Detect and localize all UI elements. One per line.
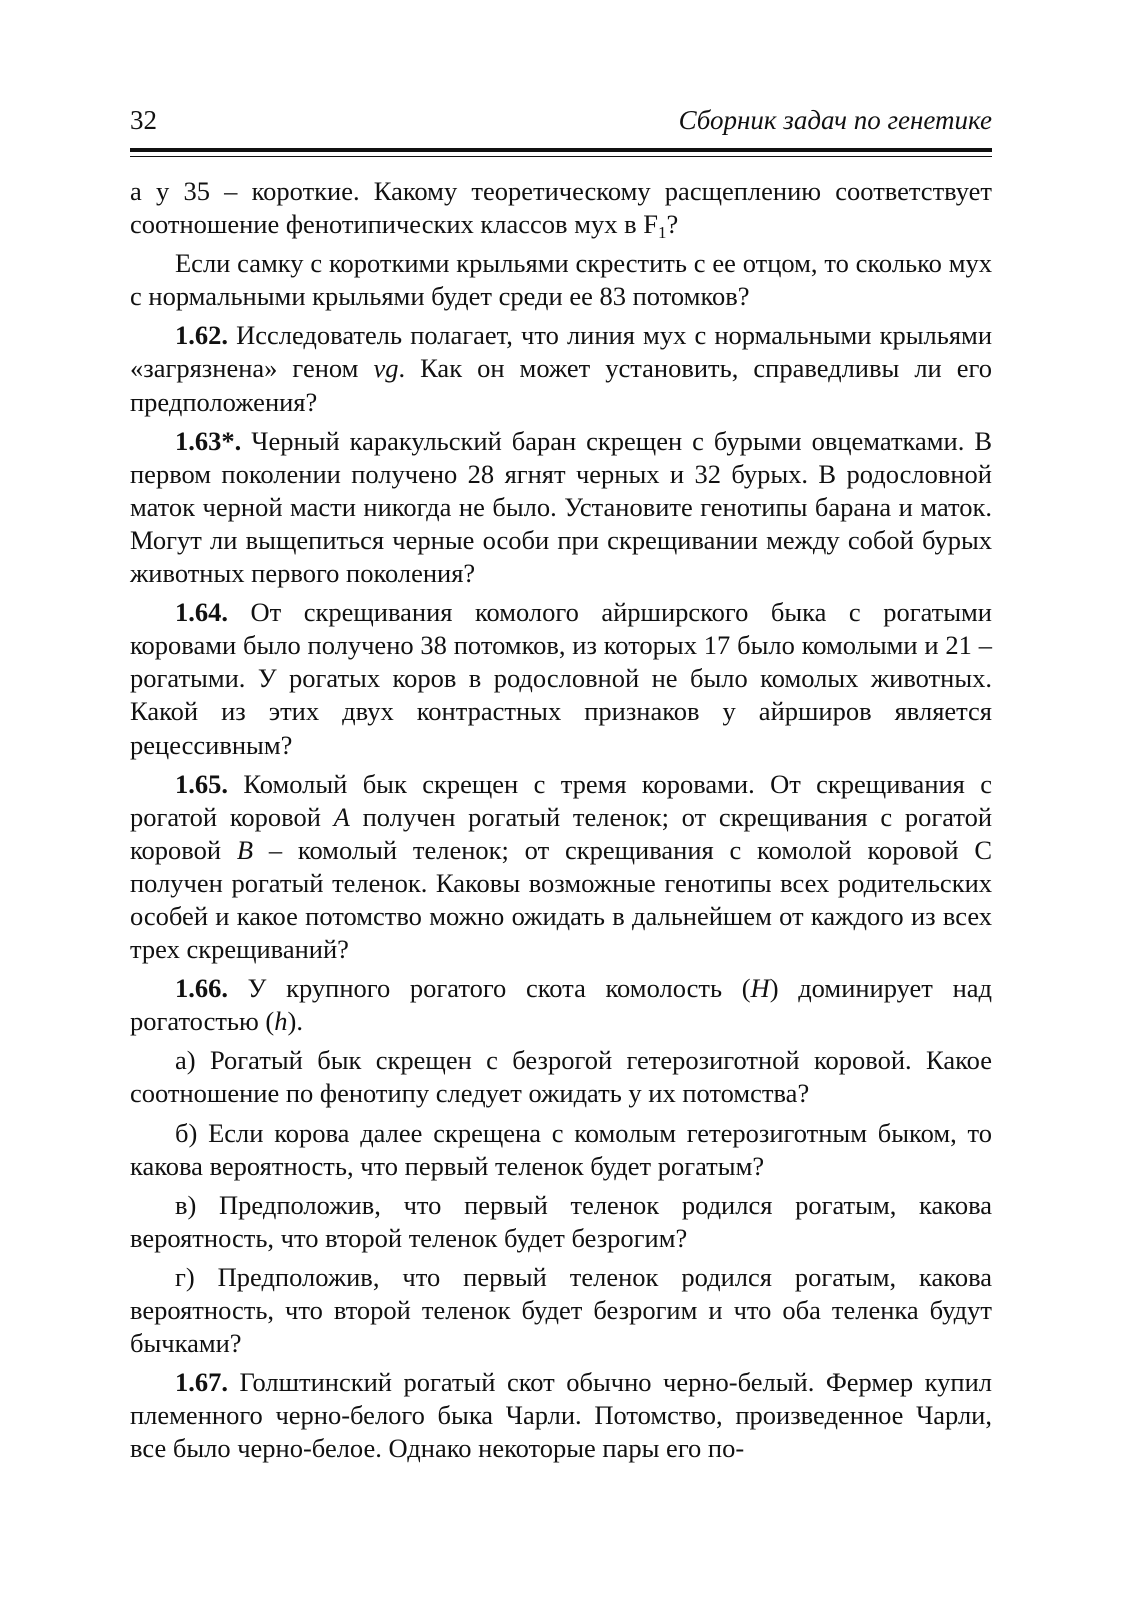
subquestion-text: б) Если корова далее скрещена с комолым гетерозиготным быком, то какова вероятность, что первый теленок будет рогатым? — [130, 1117, 992, 1181]
subquestion-text: г) Предположив, что первый теленок родился рогатым, какова вероятность, что второй теленок будет безрогим и что оба теленка будут бычками? — [130, 1261, 992, 1359]
gene-symbol: vg — [373, 353, 399, 384]
cow-label-a: А — [333, 801, 350, 832]
subquestion-text: а) Рогатый бык скрещен с безрогой гетерозиготной коровой. Какое соотношение по фенотипу следует ожидать у их потомства? — [130, 1045, 992, 1109]
problem-text: Голштинский рогатый скот обычно черно-белый. Фермер купил племенного черно-белого быка Чарли. Потомство, произведенное Чарли, все было черно-белое. Однако некоторые пары его по- — [130, 1367, 992, 1464]
paragraph — [130, 247, 992, 313]
subscript-generation: 1 — [657, 223, 667, 243]
paragraph-text: ? — [666, 209, 679, 240]
problem-text: ) доминирует над рогатостью ( — [130, 973, 992, 1037]
subquestion-b — [130, 1117, 992, 1183]
problem-text: От скрещивания комолого айрширского быка с рогатыми коровами было получено 38 потомков, из которых 17 было комолыми и 21 – рогатыми. У рогатых коров в родословной не было комолых животных. Какой из этих двух контрастных признаков у айрширов является рецессивным? — [130, 597, 992, 760]
problem-number: 1.67. — [175, 1367, 228, 1398]
allele-dominant: Н — [750, 973, 770, 1004]
subquestion-text: в) Предположив, что первый теленок родился рогатым, какова вероятность, что второй теленок будет безрогим? — [130, 1189, 992, 1253]
problem-1-66 — [130, 972, 992, 1038]
problem-text: – комолый теленок; от скрещивания с комолой коровой С получен рогатый теленок. Каковы возможные генотипы всех родительских особей и какое потомство можно ожидать в дальнейшем от каждого из всех трех скрещиваний? — [130, 834, 992, 965]
paragraph-text: а у 35 – короткие. Какому теоретическому расщеплению соответствует соотношение фенотипических классов мух в F — [130, 176, 992, 240]
running-head — [130, 100, 992, 140]
paragraph-continuation — [130, 175, 992, 241]
problem-text: ). — [287, 1006, 303, 1037]
problem-number: 1.66. — [175, 973, 228, 1004]
subquestion-v — [130, 1189, 992, 1255]
body-text — [130, 175, 992, 1465]
subquestion-g — [130, 1261, 992, 1360]
problem-1-67 — [130, 1366, 992, 1465]
problem-text: . Как он может установить, справедливы ли его предположения? — [130, 353, 992, 417]
problem-text: получен рогатый теленок; от скрещивания с рогатой коровой — [130, 801, 992, 865]
problem-number: 1.63*. — [175, 425, 242, 456]
book-title: Сборник задач по генетике — [678, 105, 992, 135]
problem-text: Исследователь полагает, что линия мух с нормальными крыльями «загрязнена» геном — [130, 320, 992, 384]
problem-number: 1.62. — [175, 320, 228, 351]
subquestion-a — [130, 1044, 992, 1110]
paragraph-text: Если самку с короткими крыльями скрестить с ее отцом, то сколько мух с нормальными крыльями будет среди ее 83 потомков? — [130, 248, 992, 312]
problem-text: У крупного рогатого скота комолость ( — [228, 973, 751, 1004]
problem-1-65 — [130, 768, 992, 967]
problem-number: 1.64. — [175, 597, 228, 628]
problem-number: 1.65. — [175, 768, 228, 799]
header-rule-thin — [130, 156, 992, 157]
allele-recessive: h — [274, 1006, 288, 1037]
problem-text: Черный каракульский баран скрещен с бурыми овцематками. В первом поколении получено 28 ягнят черных и 32 бурых. В родословной маток черной масти никогда не было. Установите генотипы барана и маток. Могут ли выщепиться черные особи при скрещивании между собой бурых животных первого поколения? — [130, 425, 992, 589]
header-rule-thick — [130, 148, 992, 152]
problem-text: Комолый бык скрещен с тремя коровами. От скрещивания с рогатой коровой — [130, 768, 992, 832]
cow-label-b: В — [236, 834, 254, 865]
problem-1-63 — [130, 425, 992, 590]
problem-1-62 — [130, 319, 992, 418]
problem-1-64 — [130, 596, 992, 761]
page-number: 32 — [130, 105, 157, 135]
